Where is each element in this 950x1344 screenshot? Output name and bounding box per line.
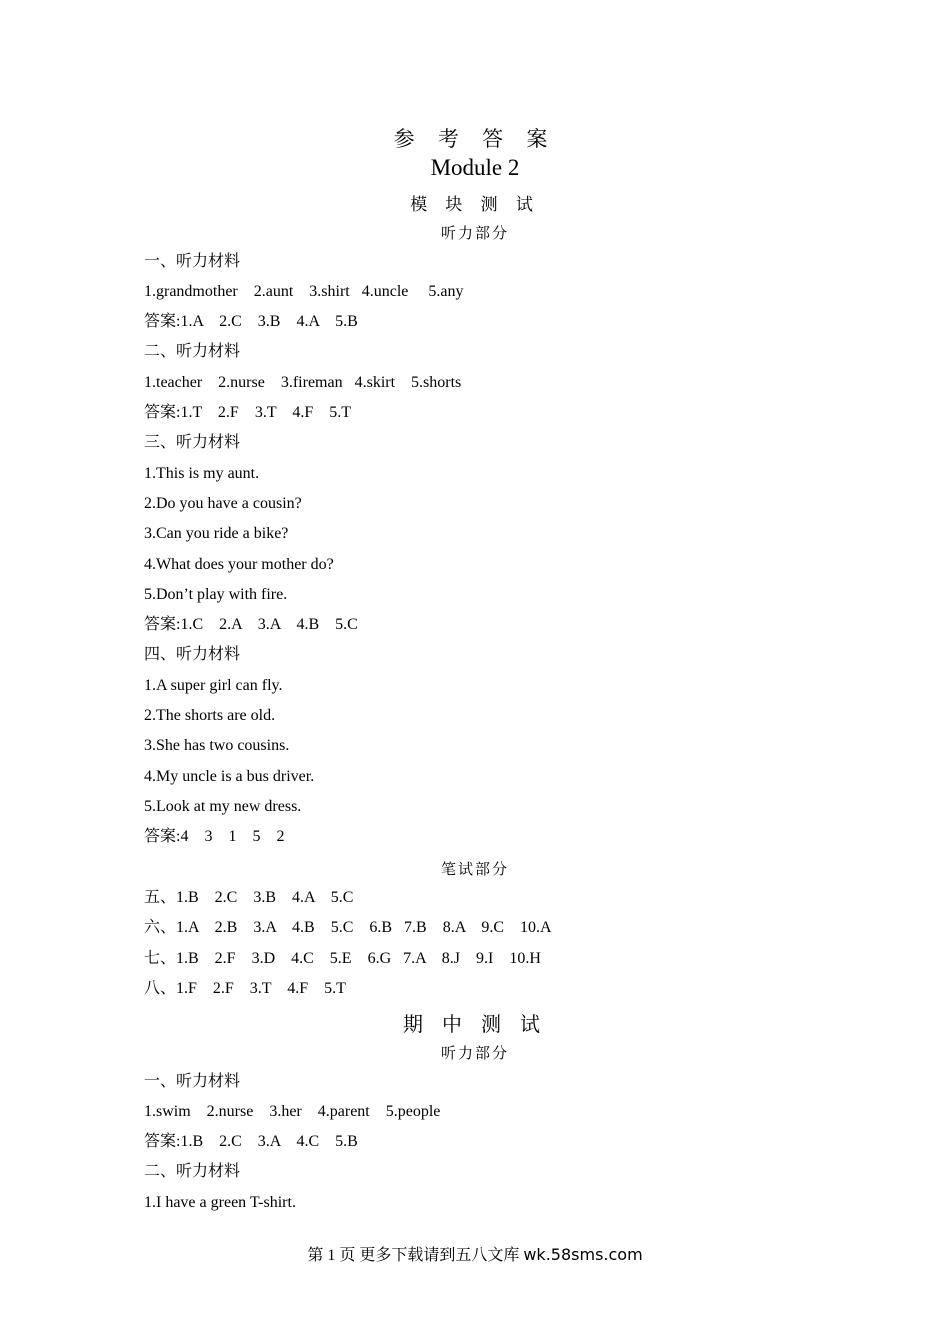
answer-line: 一、听力材料 <box>144 1073 241 1090</box>
answer-line: 4.My uncle is a bus driver. <box>144 768 315 785</box>
page-footer <box>0 1242 950 1265</box>
answer-line: 3.Can you ride a bike? <box>144 525 289 542</box>
answer-line: 1.This is my aunt. <box>144 465 260 482</box>
answer-line: 3.She has two cousins. <box>144 737 290 754</box>
module-title: Module 2 <box>430 155 520 180</box>
answer-line: 1.teacher 2.nurse 3.fireman 4.skirt 5.shorts <box>144 374 462 391</box>
answer-line: 答案:4 3 1 5 2 <box>144 828 285 845</box>
answer-line: 答案:1.T 2.F 3.T 4.F 5.T <box>144 404 351 421</box>
answer-line: 答案:1.C 2.A 3.A 4.B 5.C <box>144 616 358 633</box>
answer-line: 2.The shorts are old. <box>144 707 276 724</box>
answer-line: 1.I have a green T-shirt. <box>144 1194 296 1211</box>
answer-line: 1.swim 2.nurse 3.her 4.parent 5.people <box>144 1103 441 1120</box>
answer-line: 六、1.A 2.B 3.A 4.B 5.C 6.B 7.B 8.A 9.C 10.A <box>144 919 552 936</box>
midterm-listening-heading: 听力部分 <box>440 1046 509 1062</box>
answer-line: 答案:1.A 2.C 3.B 4.A 5.B <box>144 313 358 330</box>
answer-line: 1.A super girl can fly. <box>144 677 283 694</box>
answer-line: 二、听力材料 <box>144 343 241 360</box>
document-title: 参 考 答 案 <box>393 127 557 151</box>
answer-line: 5.Look at my new dress. <box>144 798 302 815</box>
written-heading: 笔试部分 <box>440 862 509 878</box>
footer-url[interactable]: wk.58sms.com <box>523 1245 643 1264</box>
midterm-title: 期 中 测 试 <box>403 1014 547 1036</box>
answer-line: 七、1.B 2.F 3.D 4.C 5.E 6.G 7.A 8.J 9.I 10.H <box>144 950 541 967</box>
answer-line: 5.Don’t play with fire. <box>144 586 288 603</box>
answer-line: 五、1.B 2.C 3.B 4.A 5.C <box>144 889 354 906</box>
answer-line: 4.What does your mother do? <box>144 556 334 573</box>
answer-line: 八、1.F 2.F 3.T 4.F 5.T <box>144 980 346 997</box>
section-title: 模 块 测 试 <box>410 195 540 214</box>
listening-heading: 听力部分 <box>440 226 509 242</box>
footer-page-text: 第 1 页 更多下载请到五八文库 <box>307 1247 520 1264</box>
answer-line: 答案:1.B 2.C 3.A 4.C 5.B <box>144 1133 358 1150</box>
answer-line: 四、听力材料 <box>144 646 241 663</box>
answer-line: 1.grandmother 2.aunt 3.shirt 4.uncle 5.any <box>144 283 464 300</box>
answer-line: 二、听力材料 <box>144 1163 241 1180</box>
answer-line: 一、听力材料 <box>144 253 241 270</box>
answer-line: 2.Do you have a cousin? <box>144 495 302 512</box>
answer-line: 三、听力材料 <box>144 434 241 451</box>
